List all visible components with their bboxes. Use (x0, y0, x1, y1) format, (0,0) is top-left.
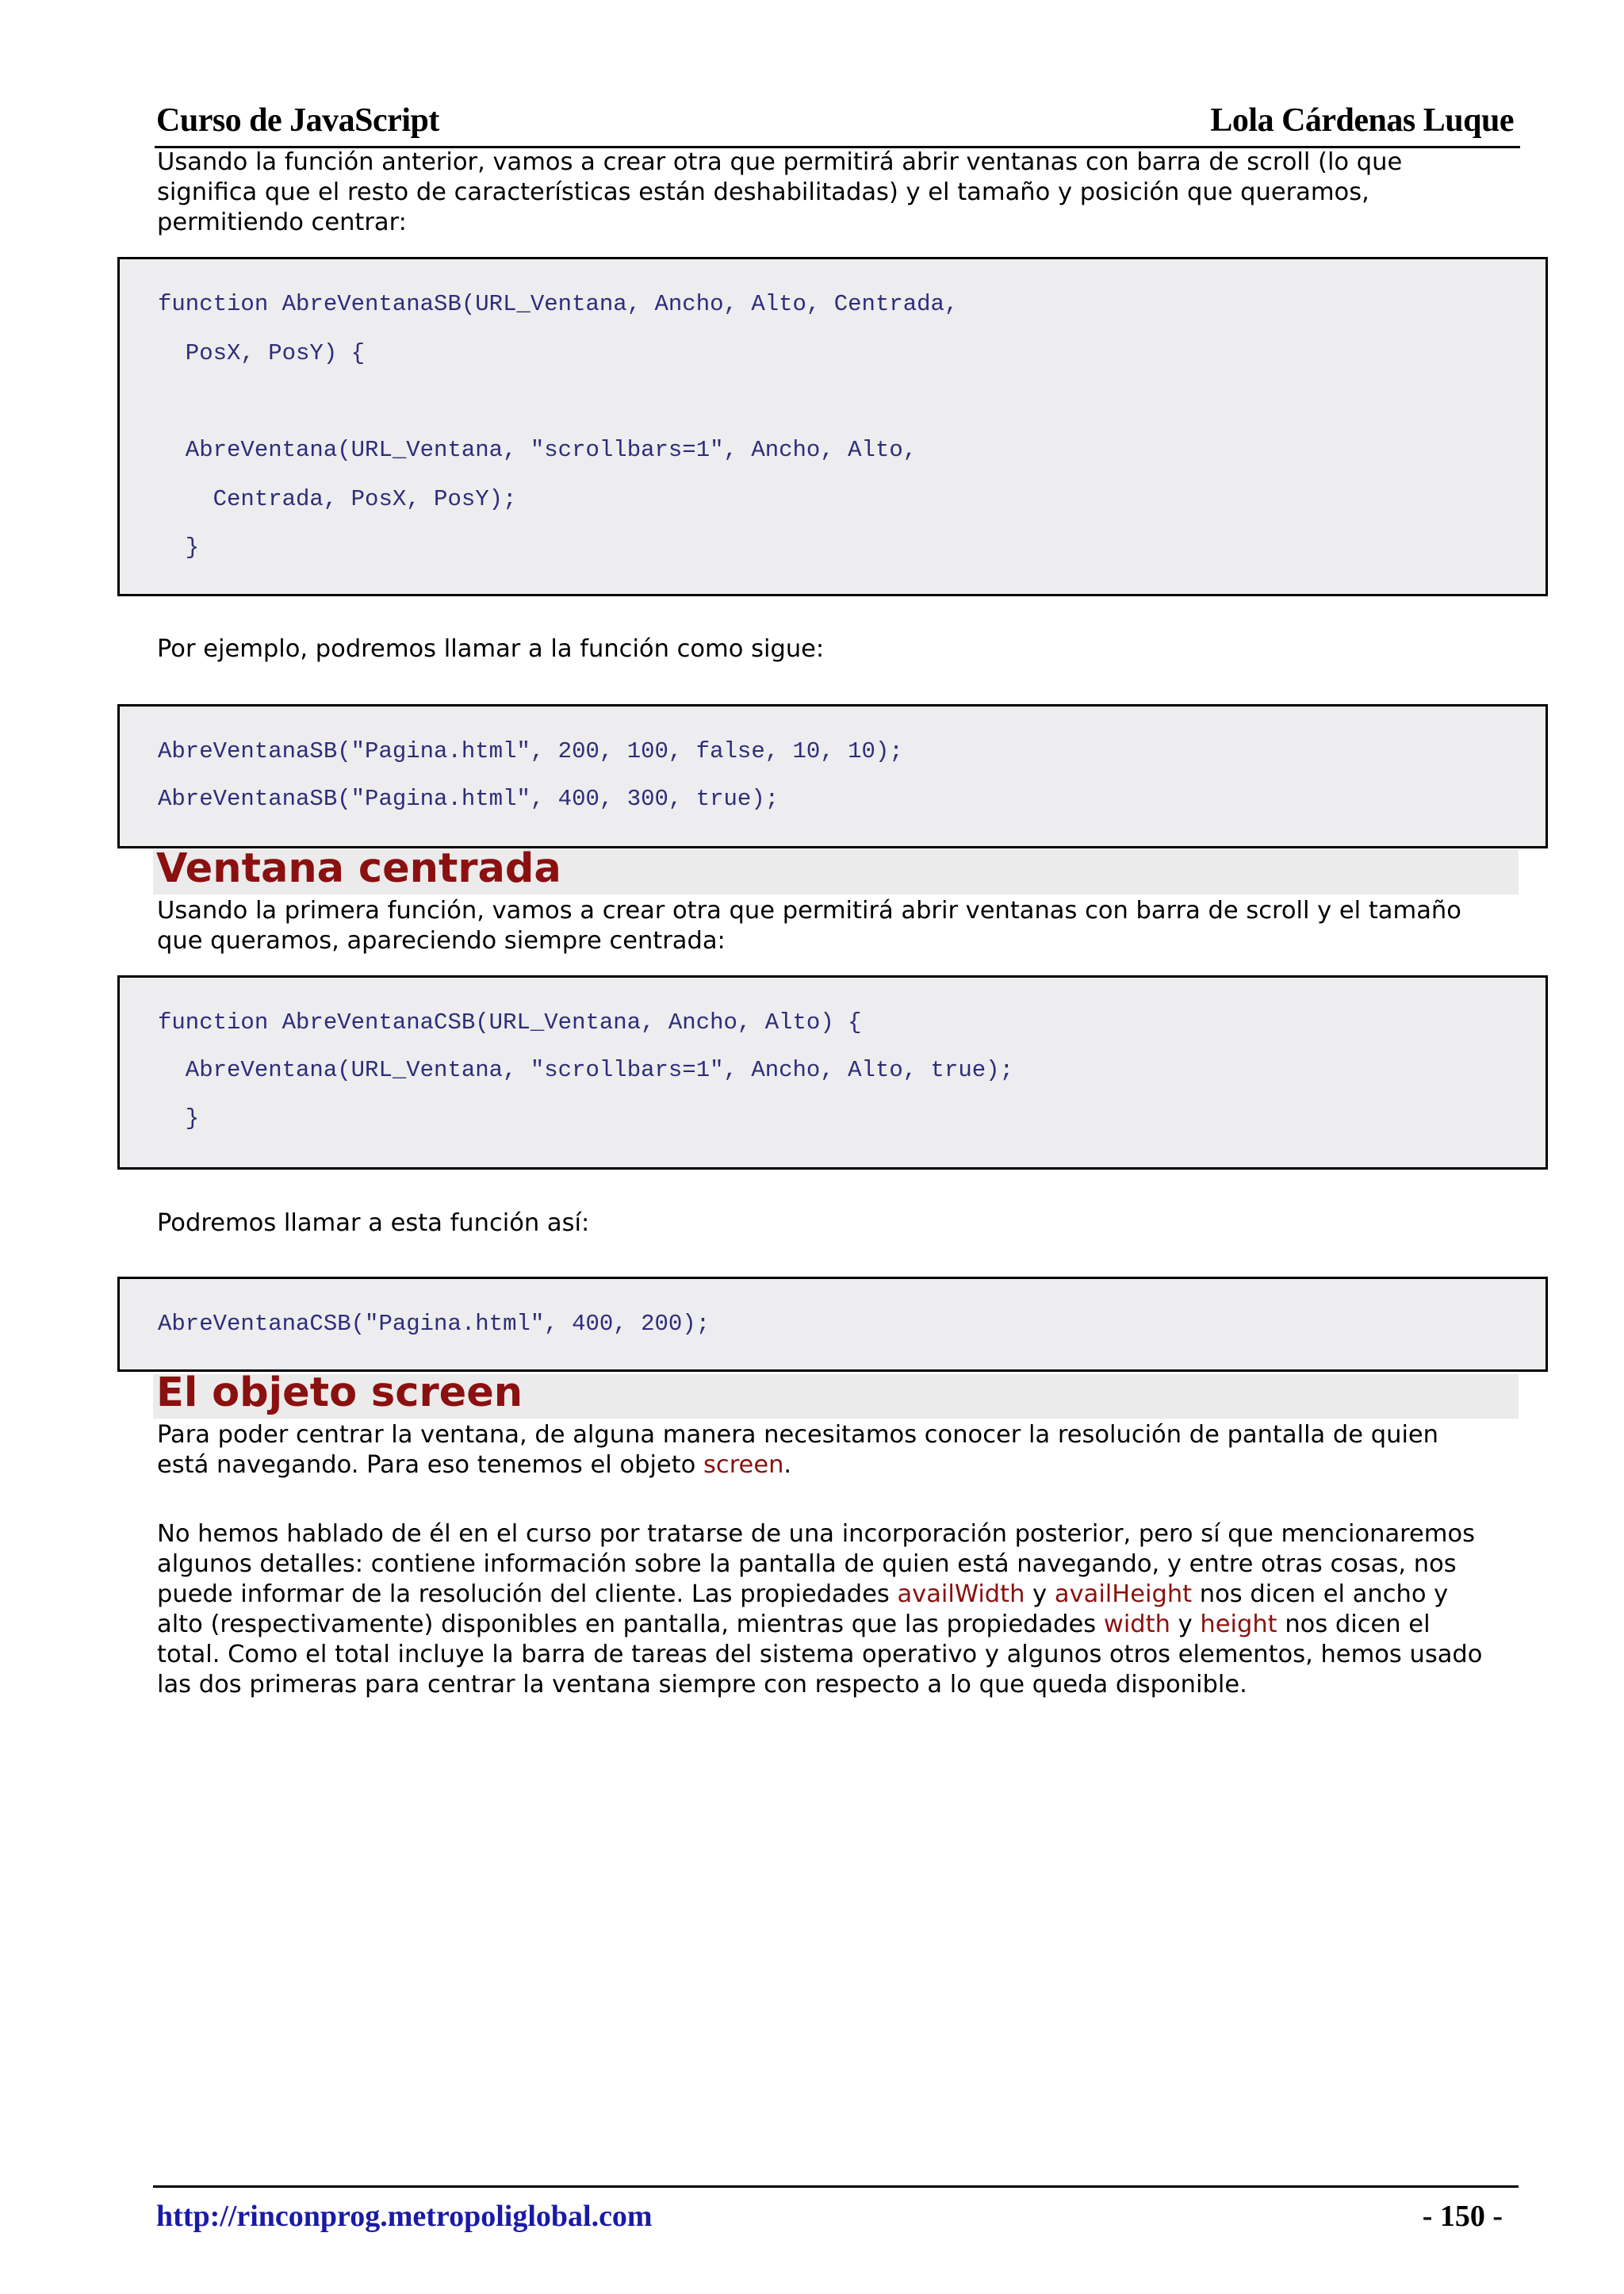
section2-line (157, 1580, 1529, 1610)
code-line: function AbreVentanaCSB(URL_Ventana, Ancho, Alto) { (158, 1009, 862, 1036)
header-course-title: Curso de JavaScript (156, 102, 439, 139)
code-line: } (158, 534, 200, 561)
section1-line: Usando la primera función, vamos a crear otra que permitirá abrir ventanas con barra de scroll y el tamaño (157, 897, 1461, 925)
code-block-abreventanasb (117, 257, 1548, 596)
code-line: function AbreVentanaSB(URL_Ventana, Ancho, Alto, Centrada, (158, 291, 959, 317)
intro-paragraph (157, 147, 1529, 238)
section-heading-ventana-centrada (153, 845, 1519, 894)
code-line: AbreVentana(URL_Ventana, "scrollbars=1", Ancho, Alto, true); (158, 1057, 1013, 1083)
call-intro-paragraph (157, 1208, 1529, 1239)
section2-line: algunos detalles: contiene información sobre la pantalla de quien está navegando, y entre otras cosas, nos (157, 1550, 1457, 1578)
code-block-csb-call (117, 1277, 1548, 1372)
keyword-screen: screen (703, 1451, 784, 1479)
code-line: AbreVentana(URL_Ventana, "scrollbars=1", Ancho, Alto, (158, 437, 917, 463)
text-run: nos dicen el ancho y (1192, 1580, 1449, 1608)
intro-line: permitiendo centrar: (157, 209, 407, 236)
section-title: Ventana centrada (156, 845, 561, 892)
text-run: y (1025, 1580, 1055, 1608)
text-run: y (1170, 1610, 1201, 1638)
section2-line: No hemos hablado de él en el curso por tratarse de una incorporación posterior, pero sí que mencionaremos (157, 1520, 1476, 1548)
section1-line: que queramos, apareciendo siempre centrada: (157, 927, 726, 955)
section2-paragraph-1 (157, 1420, 1529, 1480)
page-number: - 150 - (1422, 2200, 1503, 2233)
text-run: está navegando. Para eso tenemos el objeto (157, 1451, 704, 1479)
code-line: } (158, 1105, 200, 1132)
code-line: AbreVentanaSB("Pagina.html", 200, 100, false, 10, 10); (158, 738, 903, 764)
code-block-example-calls (117, 704, 1548, 848)
section2-line: Para poder centrar la ventana, de alguna manera necesitamos conocer la resolución de pantalla de quien (157, 1421, 1439, 1449)
section-title: El objeto screen (156, 1369, 523, 1416)
text-run: puede informar de la resolución del cliente. Las propiedades (157, 1580, 898, 1608)
code-line: PosX, PosY) { (158, 340, 366, 366)
code-line: Centrada, PosX, PosY); (158, 486, 517, 512)
section1-paragraph (157, 896, 1529, 956)
section2-line (157, 1450, 1529, 1480)
code-line: AbreVentanaSB("Pagina.html", 400, 300, true); (158, 786, 779, 812)
text-run: . (783, 1451, 792, 1479)
code-block-abreventanacsb (117, 975, 1548, 1170)
example-intro-paragraph (157, 634, 1529, 664)
section-heading-objeto-screen (153, 1369, 1519, 1419)
header-author: Lola Cárdenas Luque (1210, 102, 1514, 139)
text-run: nos dicen el (1277, 1610, 1431, 1638)
example-intro-line: Por ejemplo, podremos llamar a la función como sigue: (157, 635, 825, 663)
keyword-availheight: availHeight (1054, 1580, 1193, 1608)
code-line: AbreVentanaCSB("Pagina.html", 400, 200); (158, 1311, 710, 1337)
footer-url-link[interactable]: http://rinconprog.metropoliglobal.com (156, 2200, 653, 2233)
page-footer (153, 2185, 1519, 2243)
intro-line: significa que el resto de características están deshabilitadas) y el tamaño y posición que queramos, (157, 178, 1369, 206)
keyword-availwidth: availWidth (897, 1580, 1025, 1608)
intro-line: Usando la función anterior, vamos a crear otra que permitirá abrir ventanas con barra de scroll (lo que (157, 148, 1403, 176)
call-intro-line: Podremos llamar a esta función así: (157, 1209, 590, 1237)
section2-line: las dos primeras para centrar la ventana siempre con respecto a lo que queda disponible. (157, 1671, 1247, 1698)
text-run: alto (respectivamente) disponibles en pantalla, mientras que las propiedades (157, 1610, 1104, 1638)
section2-paragraph-2 (157, 1519, 1529, 1700)
section2-line (157, 1610, 1529, 1640)
section2-line: total. Como el total incluye la barra de tareas del sistema operativo y algunos otros elementos, hemos usado (157, 1641, 1483, 1668)
keyword-width: width (1103, 1610, 1170, 1638)
keyword-height: height (1200, 1610, 1277, 1638)
page-header (155, 97, 1520, 148)
